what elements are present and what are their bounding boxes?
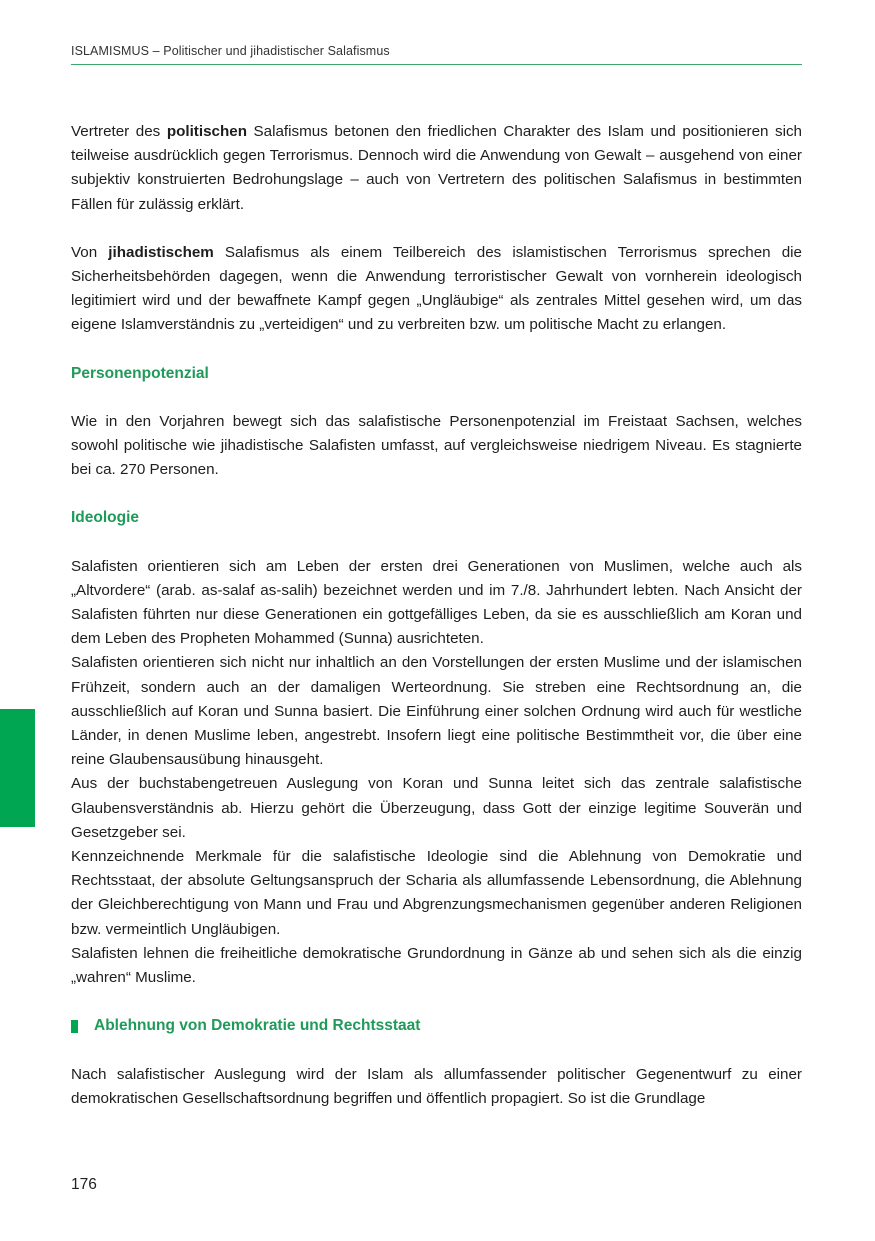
bold-term-jihadist: jihadistischem (108, 243, 214, 261)
paragraph-demokratie: Nach salafistischer Auslegung wird der Islam als allumfassender politischer Gegenentwurf zu einer demokratischen Gesellschaftsordnung begriffen und öffentlich propagiert. So ist die Grundlage (71, 1065, 802, 1107)
section-heading-ideologie: Ideologie (71, 509, 140, 527)
paragraph-ideologie-1: Salafisten orientieren sich am Leben der ersten drei Generationen von Muslimen, welche auch als „Altvordere“ (arab. as-salaf as-salih) bezeichnet werden und im 7./8. Jahrhundert lebten. Nach Ansicht der Salafisten führten nur diese Generationen ein gottgefälliges Leben, da sie es ausschließlich am Koran und dem Leben des Propheten Mohammed (Sunna) ausrichteten. (71, 557, 802, 648)
paragraph-political-salafism: Vertreter des politischen Salafismus betonen den friedlichen Charakter des Islam und positionieren sich teilweise ausdrücklich gegen Terrorismus. Dennoch wird die Anwendung von Gewalt – ausgehend von einer subjektiv konstruierten Bedrohungslage – auch von Vertretern des politischen Salafismus in bestimmten Fällen für zulässig erklärt. (71, 123, 803, 213)
header-divider (71, 64, 802, 65)
paragraph-ideologie-2: Salafisten orientieren sich nicht nur inhaltlich an den Vorstellungen der ersten Muslime und der islamischen Frühzeit, sondern auch an der damaligen Werteordnung. Sie streben eine Rechtsordnung an, die ausschließlich auf Koran und Sunna basiert. Die Einführung einer solchen Ordnung wird auch für westliche Länder, in denen Muslime leben, angestrebt. Insofern liegt eine politische Bestimmtheit vor, die über eine reine Glaubensausübung hinausgeht. (71, 654, 802, 769)
paragraph-personenpotenzial: Wie in den Vorjahren bewegt sich das salafistische Personenpotenzial im Freistaat Sachsen, welches sowohl politische wie jihadistische Salafisten umfasst, auf vergleichsweise niedrigem Niveau. Es stagnierte bei ca. 270 Personen. (71, 412, 802, 479)
bold-term-political: politischen (166, 123, 247, 140)
paragraph-ideologie-5: Salafisten lehnen die freiheitliche demokratische Grundordnung in Gänze ab und sehen sich als die einzig „wahren“ Muslime. (71, 944, 802, 987)
page-body (71, 120, 802, 1111)
page-number: 176 (71, 1176, 97, 1193)
paragraph-ideologie-3: Aus der buchstabengetreuen Auslegung von Koran und Sunna leitet sich das zentrale salafistische Glaubensverständnis ab. Hierzu gehört die Überzeugung, dass Gott der einzige legitime Souverän und Gesetzgeber sei. (71, 775, 802, 841)
subsection-heading-demokratie: Ablehnung von Demokratie und Rechtsstaat (71, 1014, 802, 1038)
chapter-tab-marker (0, 709, 35, 827)
section-heading-personenpotenzial: Personenpotenzial (71, 364, 209, 382)
square-bullet-icon (71, 1020, 78, 1033)
running-header: ISLAMISMUS – Politischer und jihadistischer Salafismus (71, 44, 390, 58)
paragraph-jihadist-salafism: Von jihadistischem Salafismus als einem Teilbereich des islamistischen Terrorismus sprechen die Sicherheitsbehörden dagegen, wenn die Anwendung terroristischer Gewalt von vornherein ideologisch legitimiert wird und der bewaffnete Kampf gegen „Ungläubige“ als zentrales Mittel gesehen wird, um das eigene Islamverständnis zu „verteidigen“ und zu verbreiten bzw. um politische Macht zu erlangen. (71, 243, 802, 334)
paragraph-ideologie-4: Kennzeichnende Merkmale für die salafistische Ideologie sind die Ablehnung von Demokratie und Rechtsstaat, der absolute Geltungsanspruch der Scharia als allumfassende Lebensordnung, die Ablehnung der Gleichberechtigung von Mann und Frau und Abgrenzungsmechanismen gegenüber anderen Religionen bzw. vermeintlich Ungläubigen. (71, 848, 802, 938)
